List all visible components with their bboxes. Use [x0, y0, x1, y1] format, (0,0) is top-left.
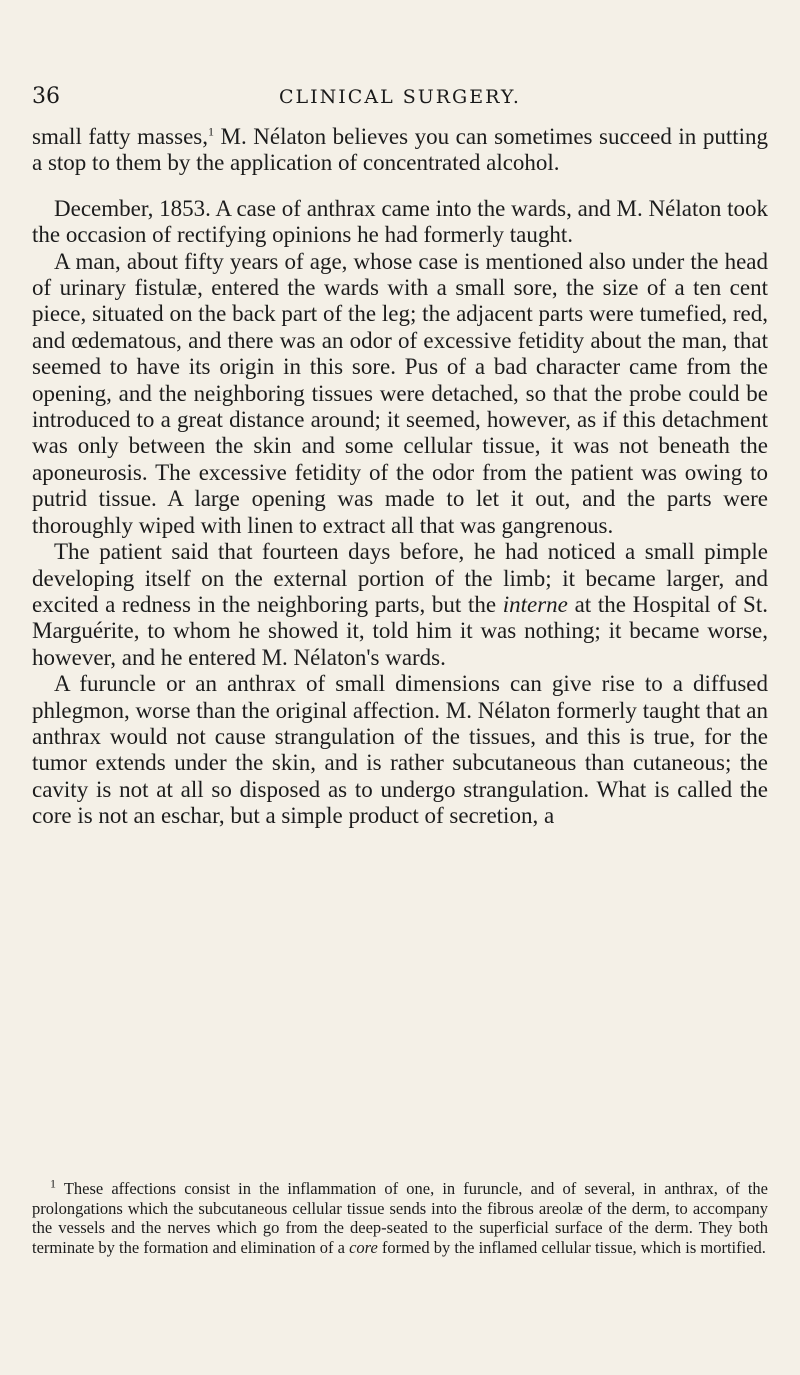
paragraph-text: M. Nélaton believes you can sometimes succeed in putting a stop to them by the application of concentrated alcohol.: [32, 124, 768, 176]
page-number: 36: [32, 84, 60, 109]
paragraph-december-1853: December, 1853. A case of anthrax came into the wards, and M. Nélaton took the occasion of rectifying opinions he had formerly taught.: [32, 195, 768, 248]
running-title: CLINICAL SURGERY.: [279, 86, 521, 108]
paragraph-furuncle-anthrax: A furuncle or an anthrax of small dimensions can give rise to a diffused phlegmon, worse than the original affection. M. Nélaton formerly taught that an anthrax would not cause strangulation of the tissues, and this is true, for the tumor extends under the skin, and is rather subcutaneous than cutaneous; the cavity is not at all so disposed as to undergo strangulation. What is called the core is not an eschar, but a simple product of secretion, a: [32, 671, 768, 829]
footnote: [32, 1176, 768, 1257]
page-header: [32, 84, 768, 114]
paragraph-text: The patient said that fourteen days before, he had noticed a small pimple developing itself on the external portion of the limb; it became larger, and excited a redness in the neighboring parts, but the: [32, 539, 768, 617]
paragraph-continuation: [32, 124, 768, 177]
paragraph-text: at the Hospital of St. Marguérite, to whom he showed it, told him it was nothing; it became worse, however, and he entered M. Nélaton's wards.: [32, 591, 768, 670]
italic-term: core: [349, 1237, 378, 1257]
paragraph-text: small fatty masses,: [32, 124, 208, 149]
footnote-text: formed by the inflamed cellular tissue, which is mortified.: [377, 1237, 766, 1257]
paragraph-case-description: A man, about fifty years of age, whose case is mentioned also under the head of urinary fistulæ, entered the wards with a small sore, the size of a ten cent piece, situated on the back part of the leg; the adjacent parts were tumefied, red, and œdematous, and there was an odor of excessive fetidity about the man, that seemed to have its origin in this sore. Pus of a bad character came from the opening, and the neighboring tissues were detached, so that the probe could be introduced to a great distance around; it seemed, however, as if this detachment was only between the skin and some cellular tissue, it was not beneath the aponeurosis. The excessive fetidity of the odor from the patient was owing to putrid tissue. A large opening was made to let it out, and the parts were thoroughly wiped with linen to extract all that was gangrenous.: [32, 248, 768, 538]
footnote-text: These affections consist in the inflammation of one, in furuncle, and of several, in anthrax, of the prolongations which the subcutaneous cellular tissue sends into the fibrous areolæ of the derm, to accompany the vessels and the nerves which go from the deep-seated to the superficial surface of the derm. They both terminate by the formation and elimination of a: [32, 1179, 768, 1257]
footnote-marker: 1: [50, 1176, 56, 1191]
body-text: [32, 124, 768, 830]
footnotes: [32, 1176, 768, 1257]
paragraph-patient-history: [32, 539, 768, 671]
italic-term: interne: [502, 591, 568, 617]
footnote-reference: 1: [208, 124, 214, 139]
